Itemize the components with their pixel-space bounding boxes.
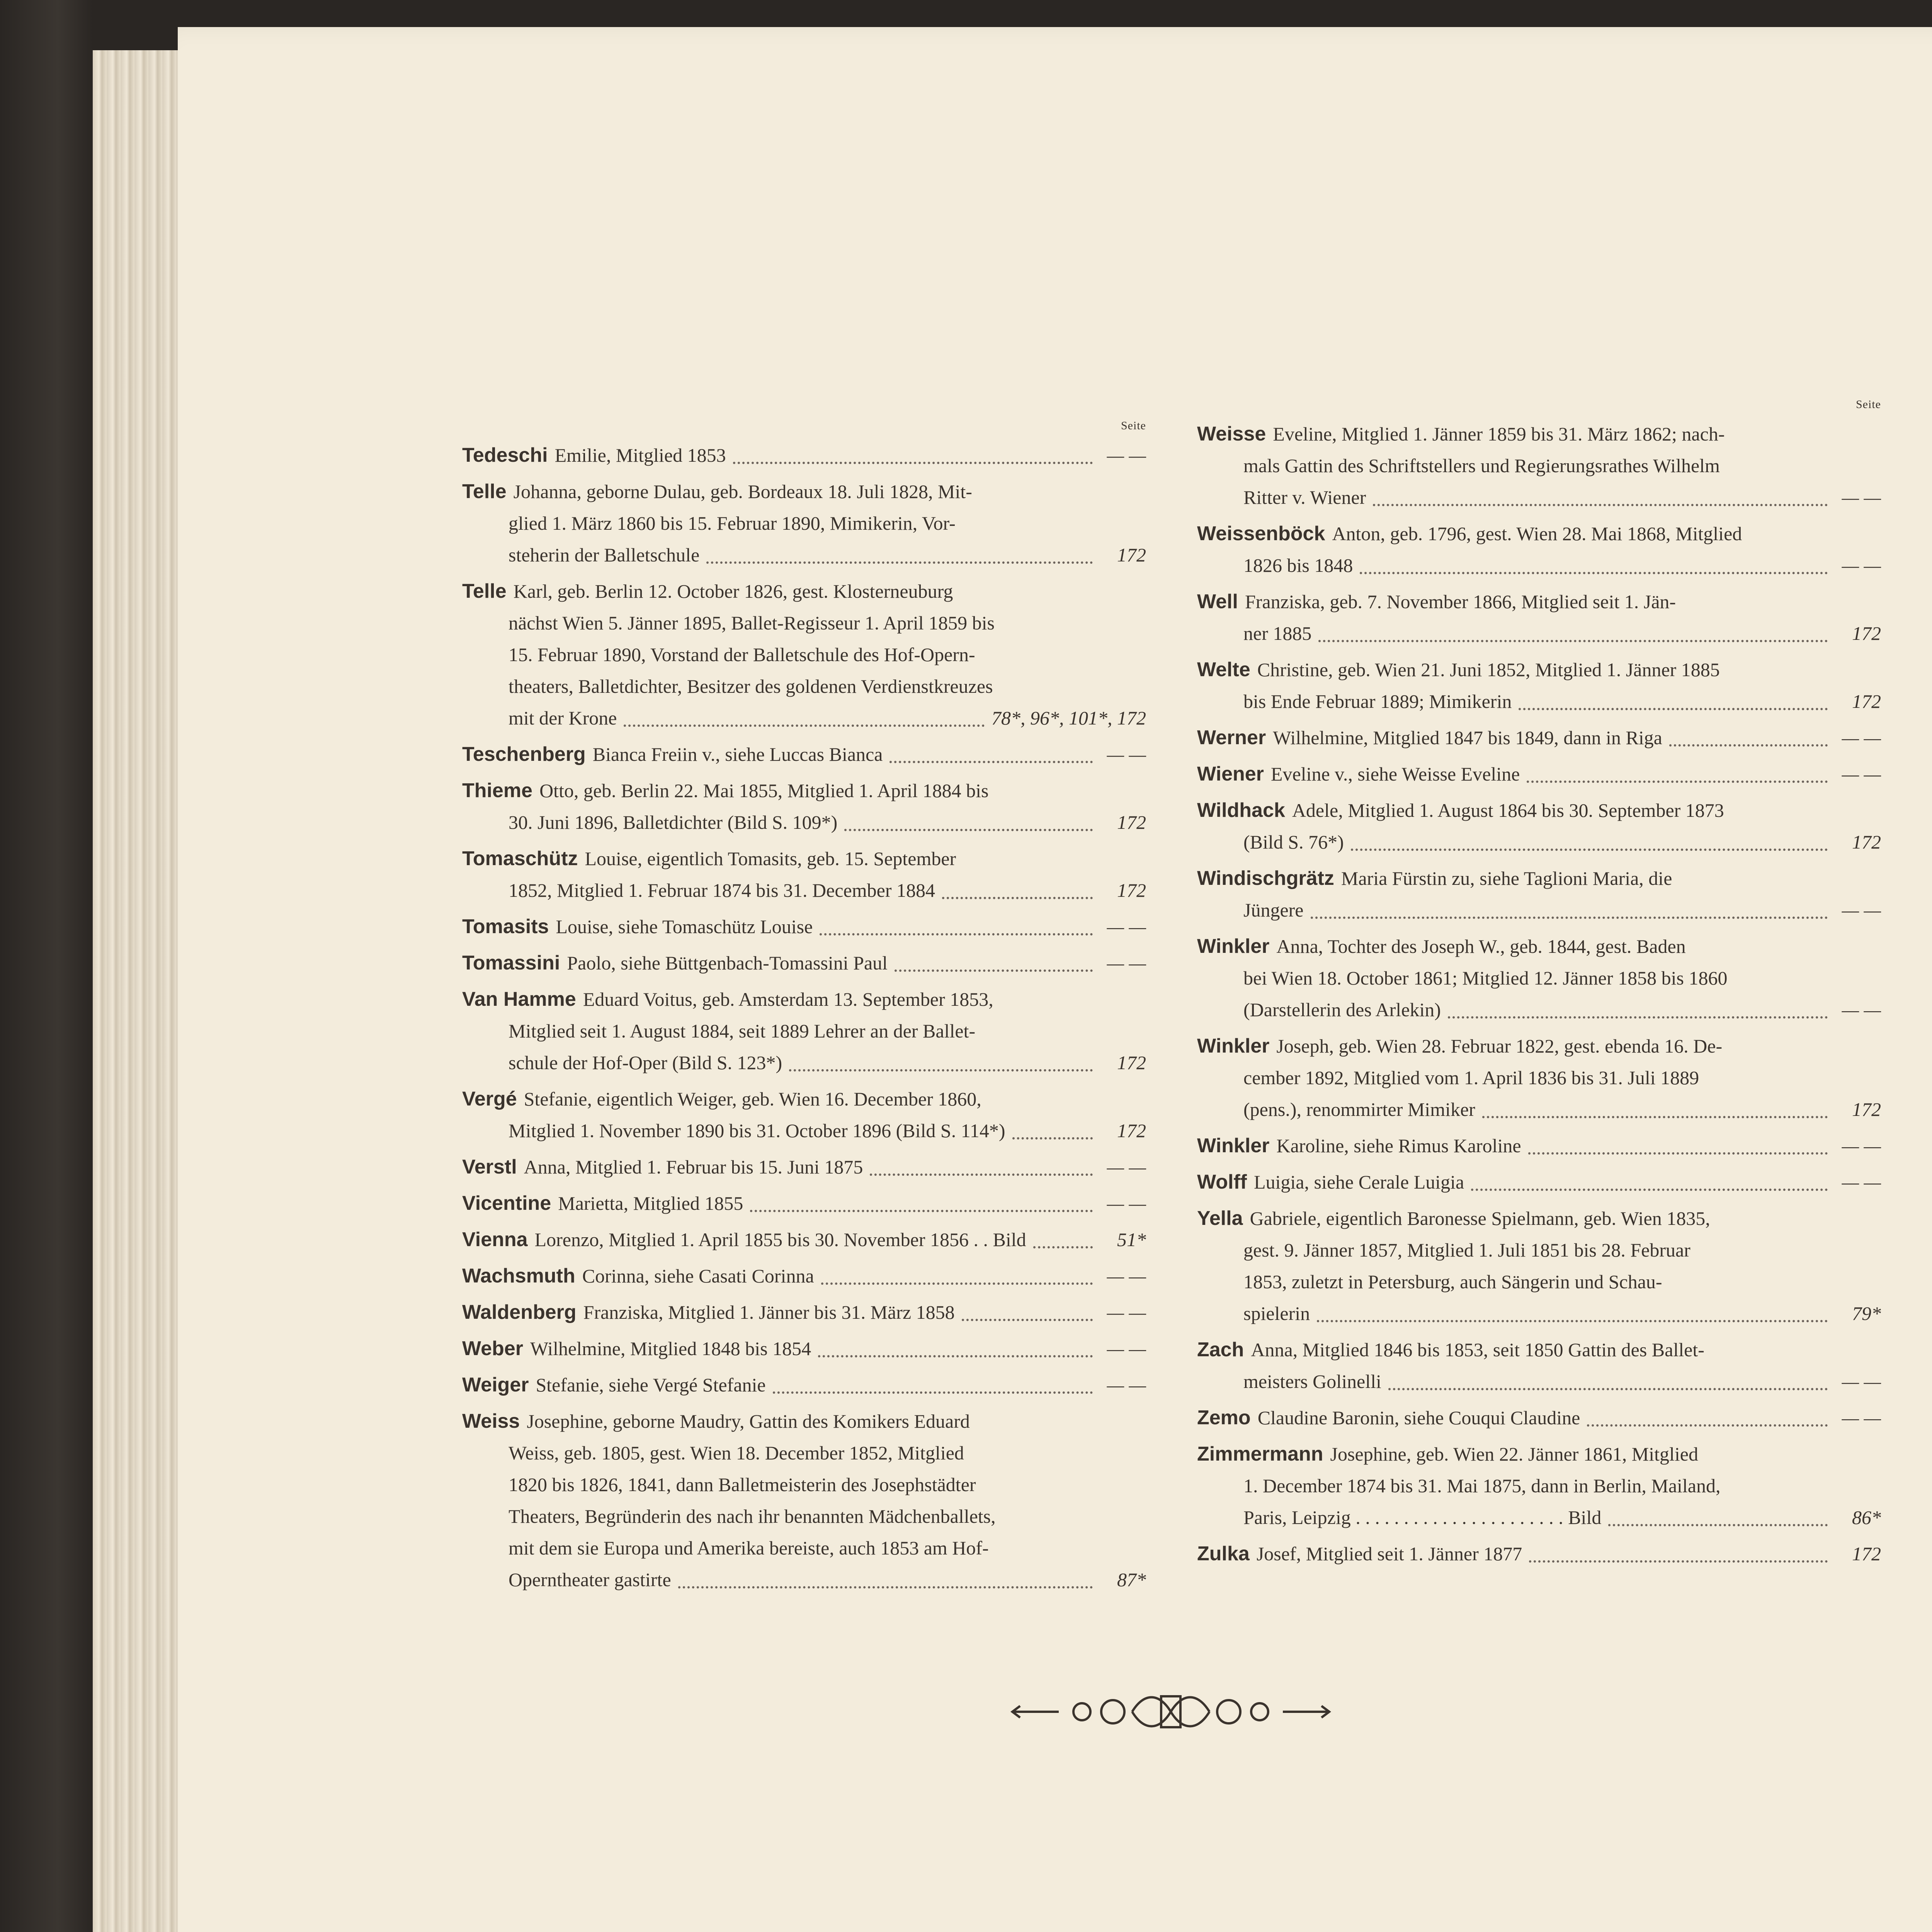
index-entry	[462, 1296, 1146, 1328]
dot-leader	[1033, 1246, 1093, 1248]
entry-text: Josephine, geb. Wien 22. Jänner 1861, Mitglied	[1330, 1443, 1698, 1465]
entry-name: Weiss	[462, 1410, 520, 1432]
entry-name: Weber	[462, 1337, 523, 1360]
entry-line	[462, 843, 1146, 874]
page-reference: — —	[1842, 999, 1881, 1020]
entry-name: Telle	[462, 580, 507, 602]
entry-text: Karl, geb. Berlin 12. October 1826, gest. Klosterneuburg	[513, 580, 953, 602]
entry-name: Weisse	[1197, 423, 1266, 445]
page-reference: 78*, 96*, 101*, 172	[992, 707, 1146, 729]
page-reference: 172	[1117, 811, 1146, 833]
entry-line	[462, 1151, 1146, 1183]
dot-leader	[895, 969, 1093, 972]
entry-text: Paris, Leipzig . . . . . . . . . . . . . . . . . . . . . . Bild	[1243, 1507, 1602, 1528]
entry-text: Claudine Baronin, siehe Couqui Claudine	[1257, 1407, 1580, 1429]
entry-text: 1820 bis 1826, 1841, dann Balletmeisterin des Josephstädter	[509, 1474, 976, 1495]
entry-name: Vienna	[462, 1228, 528, 1251]
entry-line	[462, 1047, 1146, 1078]
entry-line	[1197, 794, 1881, 826]
index-entry	[462, 1369, 1146, 1401]
page-reference: — —	[1107, 952, 1146, 974]
index-entry	[462, 1224, 1146, 1255]
entry-text: Anna, Mitglied 1. Februar bis 15. Juni 1875	[524, 1156, 863, 1178]
entry-line	[1197, 518, 1881, 549]
dot-leader	[624, 724, 985, 727]
entry-line	[462, 911, 1146, 942]
entry-line	[462, 1187, 1146, 1219]
index-entry	[1197, 862, 1881, 926]
index-entry	[1197, 758, 1881, 790]
entry-line	[1197, 1334, 1881, 1366]
page-reference: 172	[1852, 1099, 1881, 1120]
entry-name: Vergé	[462, 1088, 517, 1110]
index-entry	[1197, 794, 1881, 858]
entry-line	[462, 775, 1146, 806]
entry-text: schule der Hof-Oper (Bild S. 123*)	[509, 1052, 782, 1073]
entry-text: Anna, Tochter des Joseph W., geb. 1844, gest. Baden	[1276, 935, 1686, 957]
entry-line	[462, 607, 1146, 639]
entry-line	[1197, 617, 1881, 649]
entry-text: Josef, Mitglied seit 1. Jänner 1877	[1256, 1543, 1522, 1565]
index-entry	[1197, 1202, 1881, 1329]
dot-leader	[1669, 744, 1828, 747]
entry-text: Mitglied 1. November 1890 bis 31. October 1896 (Bild S. 114*)	[509, 1120, 1005, 1141]
entry-name: Wachsmuth	[462, 1265, 575, 1287]
entry-line	[1197, 1366, 1881, 1397]
entry-text: mals Gattin des Schriftstellers und Regierungsrathes Wilhelm	[1243, 455, 1720, 476]
entry-text: Gabriele, eigentlich Baronesse Spielmann, geb. Wien 1835,	[1250, 1208, 1710, 1229]
entry-line	[462, 507, 1146, 539]
entry-text: Eduard Voitus, geb. Amsterdam 13. September 1853,	[583, 988, 993, 1010]
page-reference: 172	[1117, 544, 1146, 566]
dot-leader	[1373, 504, 1828, 506]
page-reference: 172	[1117, 879, 1146, 901]
index-entry	[1197, 1438, 1881, 1533]
index-entry	[462, 476, 1146, 571]
page-reference: — —	[1107, 1338, 1146, 1359]
page-reference: 87*	[1117, 1569, 1146, 1590]
index-entry	[1197, 1538, 1881, 1570]
page-reference: — —	[1842, 486, 1881, 508]
entry-text: Stefanie, eigentlich Weiger, geb. Wien 16. December 1860,	[524, 1088, 981, 1110]
page-reference: 79*	[1852, 1303, 1881, 1324]
index-entry	[462, 983, 1146, 1078]
entry-line	[1197, 1470, 1881, 1502]
entry-line	[462, 983, 1146, 1015]
entry-name: Waldenberg	[462, 1301, 577, 1323]
entry-text: Wilhelmine, Mitglied 1848 bis 1854	[530, 1338, 811, 1359]
entry-text: Corinna, siehe Casati Corinna	[582, 1265, 814, 1287]
entry-line	[462, 1469, 1146, 1500]
index-entry	[462, 1187, 1146, 1219]
page-reference: 172	[1852, 690, 1881, 712]
entry-text: Eveline v., siehe Weisse Eveline	[1270, 763, 1520, 785]
index-entry	[462, 575, 1146, 734]
page-reference: 172	[1852, 622, 1881, 644]
entry-text: gest. 9. Jänner 1857, Mitglied 1. Juli 1851 bis 28. Februar	[1243, 1239, 1690, 1261]
entry-line	[462, 874, 1146, 906]
entry-name: Yella	[1197, 1207, 1243, 1230]
entry-text: Paolo, siehe Büttgenbach-Tomassini Paul	[567, 952, 888, 974]
page-reference: — —	[1842, 1171, 1881, 1193]
dot-leader	[870, 1173, 1093, 1176]
entry-line	[1197, 1062, 1881, 1094]
dot-leader	[1351, 849, 1828, 851]
entry-text: 1852, Mitglied 1. Februar 1874 bis 31. December 1884	[509, 879, 935, 901]
entry-text: theaters, Balletdichter, Besitzer des goldenen Verdienstkreuzes	[509, 675, 993, 697]
entry-line	[1197, 450, 1881, 481]
entry-line	[462, 1083, 1146, 1115]
entry-text: Anton, geb. 1796, gest. Wien 28. Mai 1868, Mitglied	[1332, 523, 1742, 544]
entry-line	[462, 702, 1146, 734]
entry-line	[1197, 1266, 1881, 1298]
entry-name: Wolff	[1197, 1171, 1247, 1193]
index-column-right	[1197, 398, 1881, 1574]
page-reference: — —	[1842, 727, 1881, 748]
dot-leader	[1519, 708, 1828, 710]
entry-name: Weissenböck	[1197, 522, 1325, 545]
entry-text: steherin der Balletschule	[509, 544, 700, 566]
index-entry	[462, 1151, 1146, 1183]
index-entry	[1197, 1166, 1881, 1198]
column-label-seite: Seite	[1121, 419, 1146, 432]
entry-text: Operntheater gastirte	[509, 1569, 671, 1590]
entry-text: Adele, Mitglied 1. August 1864 bis 30. September 1873	[1292, 799, 1724, 821]
index-entry	[1197, 722, 1881, 753]
index-entry	[1197, 1030, 1881, 1125]
entry-text: meisters Golinelli	[1243, 1371, 1381, 1392]
dot-leader	[1482, 1116, 1828, 1118]
dot-leader	[889, 761, 1093, 763]
entry-line	[462, 539, 1146, 571]
index-entry	[462, 947, 1146, 979]
entry-text: Joseph, geb. Wien 28. Februar 1822, gest. ebenda 16. De-	[1276, 1035, 1723, 1057]
entry-name: Windischgrätz	[1197, 867, 1334, 889]
entry-text: Louise, siehe Tomaschütz Louise	[556, 916, 813, 937]
page-reference: — —	[1842, 554, 1881, 576]
index-entry	[462, 775, 1146, 838]
page-reference: 172	[1117, 1052, 1146, 1073]
dot-leader	[1012, 1137, 1093, 1139]
dot-leader	[942, 897, 1093, 899]
entry-text: Wilhelmine, Mitglied 1847 bis 1849, dann in Riga	[1273, 727, 1662, 748]
entry-text: Weiss, geb. 1805, gest. Wien 18. December 1852, Mitglied	[509, 1442, 964, 1464]
entry-text: Otto, geb. Berlin 22. Mai 1855, Mitglied 1. April 1884 bis	[539, 780, 989, 801]
entry-name: Telle	[462, 480, 507, 503]
entry-line	[1197, 894, 1881, 926]
entries-list	[462, 439, 1146, 1595]
entry-line	[1197, 481, 1881, 513]
entry-line	[1197, 549, 1881, 581]
entry-name: Winkler	[1197, 1134, 1270, 1157]
entry-line	[462, 1333, 1146, 1364]
entry-line	[1197, 418, 1881, 450]
entry-text: Josephine, geborne Maudry, Gattin des Komikers Eduard	[527, 1410, 970, 1432]
entry-text: 30. Juni 1896, Balletdichter (Bild S. 109*)	[509, 811, 838, 833]
entry-text: Ritter v. Wiener	[1243, 486, 1366, 508]
index-entry	[462, 439, 1146, 471]
entry-text: Eveline, Mitglied 1. Jänner 1859 bis 31. März 1862; nach-	[1273, 423, 1725, 445]
page-reference: — —	[1107, 1301, 1146, 1323]
entry-line	[462, 1115, 1146, 1146]
dot-leader	[1529, 1560, 1828, 1563]
entry-line	[1197, 1094, 1881, 1125]
entry-name: Tomasits	[462, 915, 549, 938]
entry-text: 15. Februar 1890, Vorstand der Balletschule des Hof-Opern-	[509, 644, 975, 665]
book-page-edges	[93, 50, 185, 1932]
dot-leader	[844, 829, 1093, 831]
entry-line	[462, 1224, 1146, 1255]
entry-line	[462, 1437, 1146, 1469]
entry-text: 1853, zuletzt in Petersburg, auch Sängerin und Schau-	[1243, 1271, 1662, 1293]
index-entry	[462, 738, 1146, 770]
entry-text: bis Ende Februar 1889; Mimikerin	[1243, 690, 1512, 712]
entry-line	[462, 476, 1146, 507]
dot-leader	[678, 1586, 1093, 1588]
page-reference: — —	[1107, 444, 1146, 466]
entry-line	[1197, 1166, 1881, 1198]
page-reference: 172	[1117, 1120, 1146, 1141]
page-reference: — —	[1107, 1156, 1146, 1178]
entry-text: Franziska, geb. 7. November 1866, Mitglied seit 1. Jän-	[1245, 591, 1676, 612]
page-reference: — —	[1107, 743, 1146, 765]
page-reference: — —	[1842, 763, 1881, 785]
entry-line	[1197, 1298, 1881, 1329]
entry-line	[1197, 685, 1881, 717]
column-label-seite: Seite	[1856, 398, 1881, 411]
index-entry	[462, 843, 1146, 906]
index-entry	[462, 1333, 1146, 1364]
entry-line	[1197, 1538, 1881, 1570]
entry-text: Maria Fürstin zu, siehe Taglioni Maria, die	[1341, 867, 1672, 889]
entry-text: Emilie, Mitglied 1853	[554, 444, 726, 466]
index-entry	[1197, 1130, 1881, 1162]
entry-line	[1197, 930, 1881, 962]
entry-name: Zach	[1197, 1338, 1244, 1361]
entry-line	[462, 439, 1146, 471]
page-reference: — —	[1842, 899, 1881, 921]
entry-line	[1197, 962, 1881, 994]
dot-leader	[773, 1391, 1093, 1394]
index-entry	[1197, 418, 1881, 513]
entry-text: Lorenzo, Mitglied 1. April 1855 bis 30. November 1856 . . Bild	[534, 1229, 1026, 1250]
page-reference: 51*	[1117, 1229, 1146, 1250]
entry-text: Mitglied seit 1. August 1884, seit 1889 Lehrer an der Ballet-	[509, 1020, 976, 1042]
entry-text: Karoline, siehe Rimus Karoline	[1276, 1135, 1521, 1156]
entry-text: nächst Wien 5. Jänner 1895, Ballet-Regisseur 1. April 1859 bis	[509, 612, 995, 634]
entry-name: Winkler	[1197, 1035, 1270, 1057]
entry-name: Winkler	[1197, 935, 1270, 957]
entry-line	[462, 1015, 1146, 1047]
entry-line	[462, 1296, 1146, 1328]
entry-line	[1197, 654, 1881, 685]
entry-text: glied 1. März 1860 bis 15. Februar 1890, Mimikerin, Vor-	[509, 512, 956, 534]
entry-line	[1197, 722, 1881, 753]
index-entry	[462, 1260, 1146, 1292]
entry-line	[462, 1405, 1146, 1437]
page-reference: — —	[1842, 1135, 1881, 1156]
dot-leader	[1471, 1189, 1828, 1191]
page-reference: — —	[1842, 1371, 1881, 1392]
page-reference: — —	[1107, 1265, 1146, 1287]
entry-text: Johanna, geborne Dulau, geb. Bordeaux 18. Juli 1828, Mit-	[513, 481, 972, 502]
page-reference: 172	[1852, 831, 1881, 853]
entry-name: Werner	[1197, 726, 1266, 749]
dot-leader	[962, 1319, 1093, 1321]
entry-line	[1197, 826, 1881, 858]
entry-line	[462, 1564, 1146, 1595]
entry-text: Christine, geb. Wien 21. Juni 1852, Mitglied 1. Jänner 1885	[1257, 659, 1720, 680]
entry-line	[462, 1260, 1146, 1292]
index-entry	[1197, 1402, 1881, 1434]
entry-line	[462, 639, 1146, 670]
decorative-ornament-icon	[1005, 1689, 1337, 1735]
entry-line	[462, 575, 1146, 607]
entry-line	[1197, 1402, 1881, 1434]
entry-text: (pens.), renommirter Mimiker	[1243, 1099, 1475, 1120]
dot-leader	[750, 1210, 1093, 1212]
entry-line	[1197, 1234, 1881, 1266]
entry-line	[462, 947, 1146, 979]
dot-leader	[1527, 781, 1828, 783]
entry-line	[1197, 586, 1881, 617]
entry-line	[462, 1500, 1146, 1532]
entry-name: Weiger	[462, 1374, 529, 1396]
index-entry	[1197, 586, 1881, 649]
dot-leader	[1317, 1320, 1828, 1322]
entry-text: Franziska, Mitglied 1. Jänner bis 31. März 1858	[583, 1301, 955, 1323]
entry-text: cember 1892, Mitglied vom 1. April 1836 bis 31. Juli 1889	[1243, 1067, 1699, 1088]
dot-leader	[821, 1282, 1093, 1285]
entry-line	[1197, 862, 1881, 894]
entry-text: (Bild S. 76*)	[1243, 831, 1344, 853]
entry-name: Tomassini	[462, 952, 560, 974]
entry-name: Teschenberg	[462, 743, 586, 765]
entry-name: Verstl	[462, 1156, 517, 1178]
entry-text: Anna, Mitglied 1846 bis 1853, seit 1850 Gattin des Ballet-	[1251, 1339, 1704, 1361]
entry-name: Tomaschütz	[462, 847, 578, 870]
entry-text: Jüngere	[1243, 899, 1304, 921]
entry-text: Luigia, siehe Cerale Luigia	[1253, 1171, 1464, 1193]
page-reference: — —	[1107, 916, 1146, 937]
entry-text: 1. December 1874 bis 31. Mai 1875, dann in Berlin, Mailand,	[1243, 1475, 1721, 1497]
dot-leader	[1311, 917, 1828, 919]
dot-leader	[1528, 1152, 1828, 1155]
entry-name: Wiener	[1197, 763, 1264, 785]
entry-line	[1197, 994, 1881, 1026]
index-column-left	[462, 419, 1146, 1600]
index-entry	[1197, 930, 1881, 1026]
dot-leader	[789, 1069, 1093, 1071]
entry-name: Welte	[1197, 658, 1250, 681]
entry-text: spielerin	[1243, 1303, 1310, 1324]
entry-text: 1826 bis 1848	[1243, 554, 1353, 576]
entry-name: Thieme	[462, 779, 533, 802]
entry-line	[1197, 1130, 1881, 1162]
entry-name: Wildhack	[1197, 799, 1285, 821]
entry-text: mit der Krone	[509, 707, 617, 729]
index-entry	[1197, 1334, 1881, 1397]
entry-name: Zimmermann	[1197, 1443, 1323, 1465]
entries-list	[1197, 418, 1881, 1570]
entry-line	[462, 738, 1146, 770]
index-entry	[462, 911, 1146, 942]
entry-line	[1197, 758, 1881, 790]
entry-line	[462, 1532, 1146, 1564]
page-reference: 172	[1852, 1543, 1881, 1565]
dot-leader	[820, 933, 1093, 935]
entry-text: ner 1885	[1243, 622, 1312, 644]
dot-leader	[706, 561, 1093, 564]
entry-line	[1197, 1502, 1881, 1533]
index-entry	[1197, 654, 1881, 717]
dot-leader	[1448, 1016, 1828, 1019]
page-reference: — —	[1107, 1374, 1146, 1396]
entry-line	[462, 1369, 1146, 1401]
entry-name: Well	[1197, 590, 1238, 613]
entry-text: Louise, eigentlich Tomasits, geb. 15. September	[585, 848, 956, 869]
page-reference: 86*	[1852, 1507, 1881, 1528]
entry-text: Theaters, Begründerin des nach ihr benannten Mädchenballets,	[509, 1505, 996, 1527]
dot-leader	[733, 462, 1093, 464]
page-reference: — —	[1842, 1407, 1881, 1429]
entry-line	[462, 806, 1146, 838]
entry-text: Bianca Freiin v., siehe Luccas Bianca	[592, 743, 883, 765]
entry-name: Tedeschi	[462, 444, 548, 466]
entry-line	[1197, 1030, 1881, 1062]
entry-name: Zemo	[1197, 1406, 1251, 1429]
entry-text: Marietta, Mitglied 1855	[558, 1192, 743, 1214]
entry-line	[1197, 1438, 1881, 1470]
entry-text: Stefanie, siehe Vergé Stefanie	[536, 1374, 766, 1396]
index-entry	[462, 1405, 1146, 1595]
dot-leader	[1388, 1388, 1828, 1390]
dot-leader	[1608, 1524, 1828, 1526]
entry-name: Zulka	[1197, 1543, 1250, 1565]
dot-leader	[1587, 1424, 1828, 1427]
page-reference: — —	[1107, 1192, 1146, 1214]
entry-name: Van Hamme	[462, 988, 576, 1010]
entry-line	[462, 670, 1146, 702]
dot-leader	[1360, 572, 1828, 574]
dot-leader	[1318, 640, 1828, 642]
entry-line	[1197, 1202, 1881, 1234]
entry-name: Vicentine	[462, 1192, 551, 1214]
index-entry	[1197, 518, 1881, 581]
entry-text: bei Wien 18. October 1861; Mitglied 12. Jänner 1858 bis 1860	[1243, 967, 1728, 989]
index-entry	[462, 1083, 1146, 1146]
entry-text: (Darstellerin des Arlekin)	[1243, 999, 1441, 1020]
dot-leader	[818, 1355, 1093, 1357]
entry-text: mit dem sie Europa und Amerika bereiste, auch 1853 am Hof-	[509, 1537, 989, 1559]
